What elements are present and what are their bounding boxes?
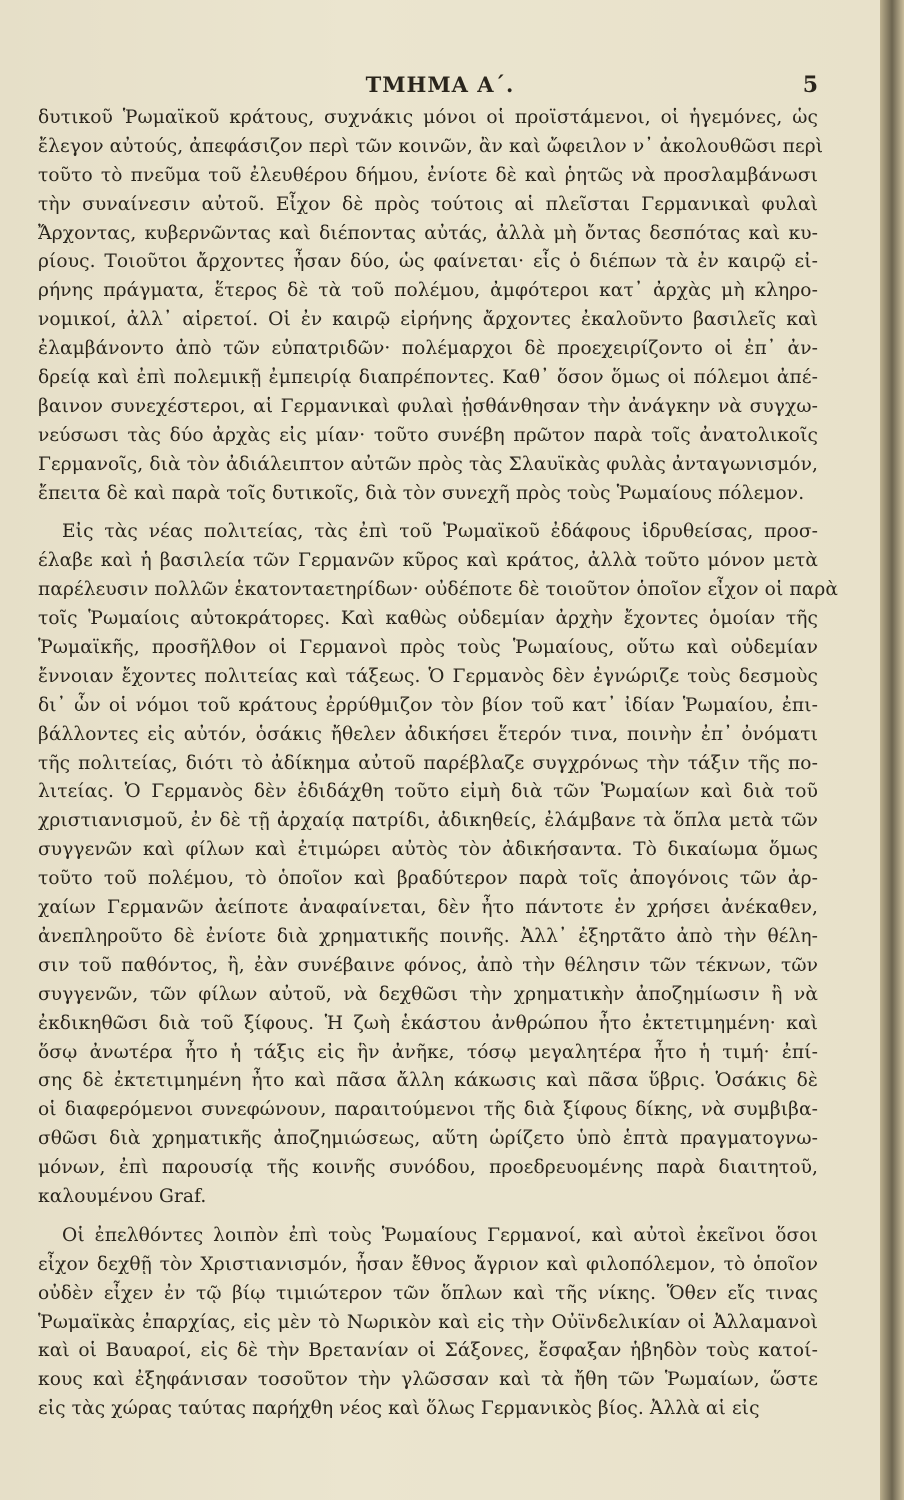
text-line: ρήνης πράγματα, ἕτερος δὲ τὰ τοῦ πολέμου, ἀμφότεροι κατ᾽ ἀρχὰς μὴ κληρο- <box>38 280 818 302</box>
text-line: τοῖς Ῥωμαίοις αὐτοκράτορες. Καὶ καθὼς οὐδεμίαν ἀρχὴν ἔχοντες ὁμοίαν τῆς <box>38 608 818 630</box>
running-title: ΤΜΗΜΑ Α΄. <box>365 72 515 97</box>
text-line: σιν τοῦ παθόντος, ἢ, ἐὰν συνέβαινε φόνος, ἀπὸ τὴν θέλησιν τῶν τέκνων, τῶν <box>38 954 818 976</box>
text-line: δρείᾳ καὶ ἐπὶ πολεμικῇ ἐμπειρίᾳ διαπρέποντες. Καθ᾽ ὅσον ὅμως οἱ πόλεμοι ἀπέ- <box>38 367 818 389</box>
text-line: Ῥωμαϊκῆς, προσῆλθον οἱ Γερμανοὶ πρὸς τοὺς Ῥωμαίους, οὕτω καὶ οὐδεμίαν <box>38 637 818 659</box>
text-line: νομικοί, ἀλλ᾽ αἱρετοί. Οἱ ἐν καιρῷ εἰρήνης ἄρχοντες ἐκαλοῦντο βασιλεῖς καὶ <box>38 309 818 331</box>
paragraph-gap <box>38 508 818 518</box>
text-line: δι᾽ ὧν οἱ νόμοι τοῦ κράτους ἐρρύθμιζον τὸν βίον τοῦ κατ᾽ ἰδίαν Ῥωμαίου, ἐπι- <box>38 694 818 716</box>
text-line: ἀνεπληροῦτο δὲ ἐνίοτε διὰ χρηματικῆς ποινῆς. Ἀλλ᾽ ἐξηρτᾶτο ἀπὸ τὴν θέλη- <box>38 925 818 947</box>
text-line: νεύσωσι τὰς δύο ἀρχὰς εἰς μίαν· τοῦτο συνέβη πρῶτον παρὰ τοῖς ἀνατολικοῖς <box>38 424 818 446</box>
text-line: τοῦτο τοῦ πολέμου, τὸ ὁποῖον καὶ βραδύτερον παρὰ τοῖς ἀπογόνοις τῶν ἀρ- <box>38 868 818 890</box>
text-line: χριστιανισμοῦ, ἐν δὲ τῇ ἀρχαίᾳ πατρίδι, ἀδικηθείς, ἐλάμβανε τὰ ὅπλα μετὰ τῶν <box>38 810 818 832</box>
page-number: 5 <box>802 72 818 98</box>
text-line: ὅσῳ ἀνωτέρα ἦτο ἡ τάξις εἰς ἣν ἀνῆκε, τόσῳ μεγαλητέρα ἦτο ἡ τιμή· ἐπί- <box>38 1041 818 1063</box>
text-line: συγγενῶν καὶ φίλων καὶ ἐτιμώρει αὐτὸς τὸν ἀδικήσαντα. Τὸ δικαίωμα ὅμως <box>38 839 818 861</box>
text-line: Ῥωμαϊκὰς ἐπαρχίας, εἰς μὲν τὸ Νωρικὸν καὶ εἰς τὴν Οὐϊνδελικίαν οἱ Ἀλλαμανοὶ <box>38 1311 818 1333</box>
text-line: παρέλευσιν πολλῶν ἑκατονταετηρίδων· οὐδέποτε δὲ τοιοῦτον ὁποῖον εἶχον οἱ παρὰ <box>38 579 839 601</box>
text-line: ἐκδικηθῶσι διὰ τοῦ ξίφους. Ἡ ζωὴ ἑκάστου ἀνθρώπου ἦτο ἐκτετιμημένη· καὶ <box>38 1012 818 1034</box>
text-line: καὶ οἱ Βαυαροί, εἰς δὲ τὴν Βρετανίαν οἱ Σάξονες, ἔσφαξαν ἡβηδὸν τοὺς κατοί- <box>38 1340 818 1362</box>
text-line: οἱ διαφερόμενοι συνεφώνουν, παραιτούμενοι τῆς διὰ ξίφους δίκης, νὰ συμβιβα- <box>38 1099 818 1121</box>
text-line: οὐδὲν εἶχεν ἐν τῷ βίῳ τιμιώτερον τῶν ὅπλων καὶ τῆς νίκης. Ὅθεν εἴς τινας <box>38 1282 818 1304</box>
text-line: εἶχον δεχθῇ τὸν Χριστιανισμόν, ἦσαν ἔθνος ἄγριον καὶ φιλοπόλεμον, τὸ ὁποῖον <box>38 1253 818 1275</box>
text-line: κους καὶ ἐξηφάνισαν τοσοῦτον τὴν γλῶσσαν καὶ τὰ ἤθη τῶν Ῥωμαίων, ὥστε <box>38 1369 818 1391</box>
text-line: μόνων, ἐπὶ παρουσίᾳ τῆς κοινῆς συνόδου, προεδρευομένης παρὰ διαιτητοῦ, <box>38 1157 818 1179</box>
text-line: συγγενῶν, τῶν φίλων αὐτοῦ, νὰ δεχθῶσι τὴν χρηματικὴν ἀποζημίωσιν ἢ νὰ <box>38 983 818 1005</box>
text-line: ἔπειτα δὲ καὶ παρὰ τοῖς δυτικοῖς, διὰ τὸν συνεχῆ πρὸς τοὺς Ῥωμαίους πόλεμον. <box>38 482 805 504</box>
text-line: δυτικοῦ Ῥωμαϊκοῦ κράτους, συχνάκις μόνοι οἱ προϊστάμενοι, οἱ ἡγεμόνες, ὡς <box>38 107 818 128</box>
text-line: έλαβε καὶ ἡ βασιλεία τῶν Γερμανῶν κῦρος καὶ κράτος, ἀλλὰ τοῦτο μόνον μετὰ <box>38 550 818 572</box>
text-line: ρίους. Τοιοῦτοι ἄρχοντες ἦσαν δύο, ὡς φαίνεται· εἷς ὁ διέπων τὰ ἐν καιρῷ εἰ- <box>38 251 818 273</box>
text-line: χαίων Γερμανῶν ἀείποτε ἀναφαίνεται, δὲν ἦτο πάντοτε ἐν χρήσει ἀνέκαθεν, <box>38 897 818 919</box>
text-line: Εἰς τὰς νέας πολιτείας, τὰς ἐπὶ τοῦ Ῥωμαϊκοῦ ἐδάφους ἱδρυθείσας, προσ- <box>62 521 818 543</box>
text-line: βάλλοντες εἰς αὐτόν, ὁσάκις ἤθελεν ἀδικήσει ἕτερόν τινα, ποινὴν ἐπ᾽ ὀνόματι <box>38 723 818 745</box>
page-header <box>0 72 880 102</box>
text-line: σης δὲ ἐκτετιμημένη ἦτο καὶ πᾶσα ἄλλη κάκωσις καὶ πᾶσα ὕβρις. Ὁσάκις δὲ <box>38 1070 818 1092</box>
book-spine-edge <box>880 0 904 1500</box>
paragraph-gap <box>38 1212 818 1222</box>
text-line: λιτείας. Ὁ Γερμανὸς δὲν ἐδιδάχθη τοῦτο εἰμὴ διὰ τῶν Ῥωμαίων καὶ διὰ τοῦ <box>38 781 818 803</box>
paragraph <box>38 104 824 508</box>
text-line: τῆς πολιτείας, διότι τὸ ἀδίκημα αὐτοῦ παρέβλαζε συγχρόνως τὴν τάξιν τῆς πο- <box>38 752 818 774</box>
text-line: Ἄρχοντας, κυβερνῶντας καὶ διέποντας αὐτάς, ἀλλὰ μὴ ὄντας δεσπότας καὶ κυ- <box>38 222 818 244</box>
text-line: Γερμανοῖς, διὰ τὸν ἀδιάλειπτον αὐτῶν πρὸς τὰς Σλαυϊκὰς φυλὰς ἀνταγωνισμόν, <box>38 453 818 475</box>
text-line: ἔννοιαν ἔχοντες πολιτείας καὶ τάξεως. Ὁ Γερμανὸς δὲν ἐγνώριζε τοὺς δεσμοὺς <box>38 665 818 687</box>
text-line: σθῶσι διὰ χρηματικῆς ἀποζημιώσεως, αὕτη ὡρίζετο ὑπὸ ἑπτὰ πραγματογνω- <box>38 1128 818 1150</box>
paragraph <box>38 1222 818 1424</box>
body-text <box>38 104 839 1424</box>
text-line: βαινον συνεχέστεροι, αἱ Γερμανικαὶ φυλαὶ ᾐσθάνθησαν τὴν ἀνάγκην νὰ συγχω- <box>38 395 818 417</box>
text-line: εἰς τὰς χώρας ταύτας παρήχθη νέος καὶ ὅλως Γερμανικὸς βίος. Ἀλλὰ αἱ εἰς <box>38 1398 760 1420</box>
text-line: τοῦτο τὸ πνεῦμα τοῦ ἐλευθέρου δήμου, ἐνίοτε δὲ καὶ ῥητῶς νὰ προσλαμβάνωσι <box>38 164 818 186</box>
text-line: Οἱ ἐπελθόντες λοιπὸν ἐπὶ τοὺς Ῥωμαίους Γερμανοί, καὶ αὐτοὶ ἐκεῖνοι ὅσοι <box>62 1224 818 1246</box>
paragraph <box>38 518 839 1211</box>
text-line: τὴν συναίνεσιν αὐτοῦ. Εἶχον δὲ πρὸς τούτοις αἱ πλεῖσται Γερμανικαὶ φυλαὶ <box>38 193 818 215</box>
text-line: ἐλαμβάνοντο ἀπὸ τῶν εὐπατριδῶν· πολέμαρχοι δὲ προεχειρίζοντο οἱ ἐπ᾽ ἀν- <box>38 338 818 360</box>
text-line: ἔλεγον αὐτούς, ἀπεφάσιζον περὶ τῶν κοινῶν, ἂν καὶ ὤφειλον ν᾽ ἀκολουθῶσι περὶ <box>38 135 824 157</box>
text-line: καλουμένου Graf. <box>38 1185 207 1207</box>
